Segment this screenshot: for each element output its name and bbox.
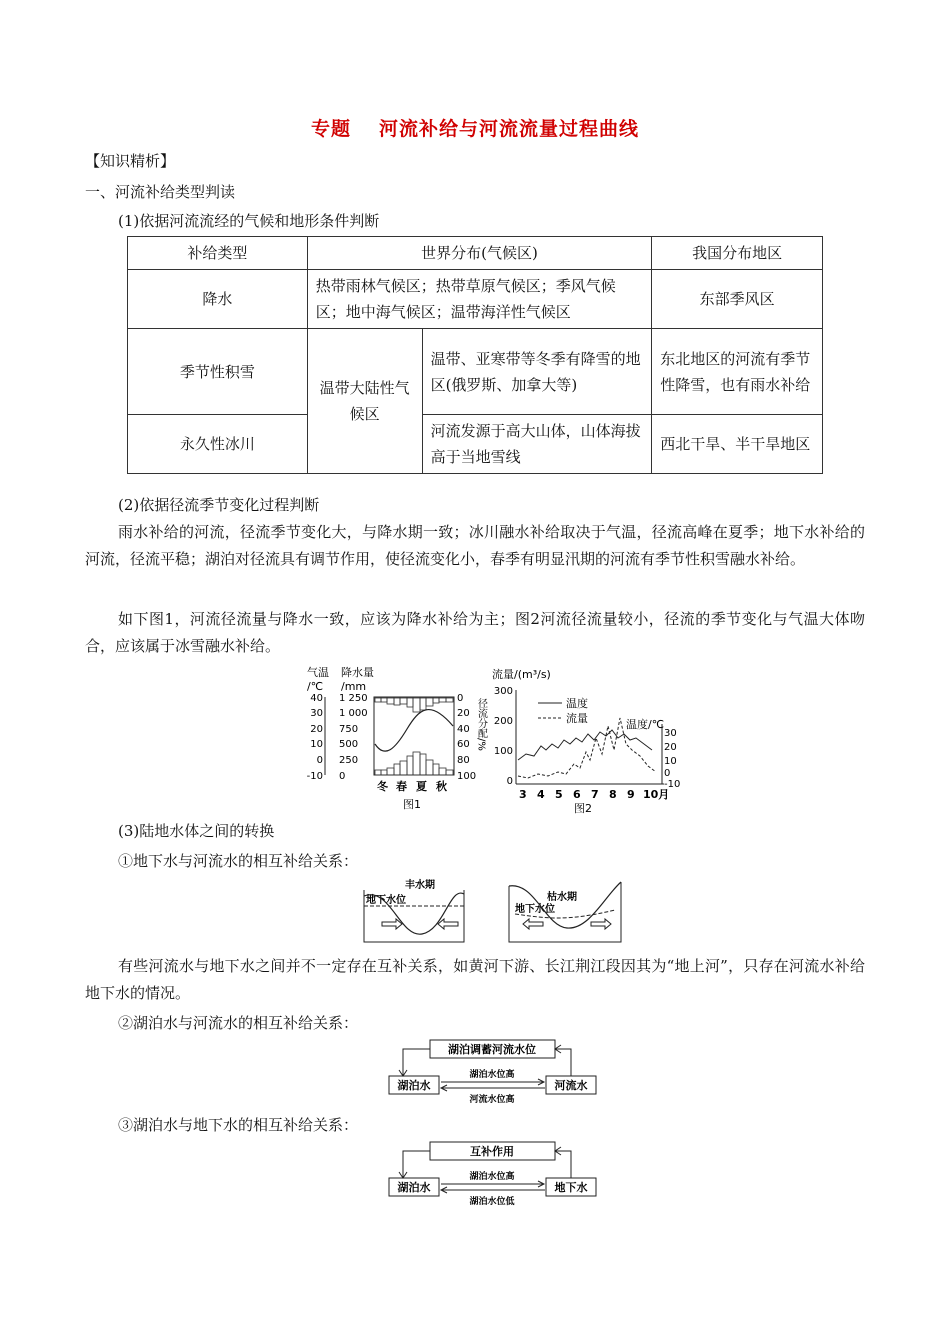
section-tag: 【知识精析】 (85, 152, 176, 170)
fig1-precip-tick: 750 (339, 724, 359, 735)
fig1-precip-tick: 250 (339, 755, 359, 766)
fig2-ylabel: 流量/(m³/s) (492, 668, 551, 681)
header-cell: 补给类型 (128, 237, 308, 270)
fig1-season: 秋 (436, 780, 447, 793)
flow2-top-text: 湖泊调蓄河流水位 (448, 1043, 536, 1056)
sub-heading-2: (2)依据径流季节变化过程判断 (118, 496, 320, 514)
fig1-temp-tick: 10 (310, 739, 323, 750)
row-world-cell: 热带雨林气候区；热带草原气候区；季风气候区；地中海气候区；温带海洋性气候区 (307, 270, 652, 329)
fig1-precip-tick: 1 250 (339, 693, 368, 704)
figure-1-climograph (295, 664, 485, 814)
fig2-legend-flow: 流量 (566, 712, 588, 725)
title-part2: 河流补给与河流流量过程曲线 (379, 118, 640, 140)
diagram-wet-season (360, 876, 470, 946)
fig2-legend-temp: 温度 (566, 697, 588, 710)
flow3-lower-label: 湖泊水位低 (469, 1197, 515, 1207)
diagram-dry-season (505, 876, 625, 946)
flow3-right-text: 地下水 (554, 1181, 588, 1194)
flow2-connector-left (403, 1049, 430, 1076)
fig2-month: 5 (555, 788, 563, 801)
row-type-cell: 季节性积雪 (128, 329, 308, 415)
fig2-temp-label: 温度/℃ (626, 718, 665, 731)
fig1-runoff-tick: 20 (457, 708, 470, 719)
fig1-precip-tick: 0 (339, 771, 346, 782)
fig1-precip-tick: 500 (339, 739, 359, 750)
sub-heading-1: (1)依据河流流经的气候和地形条件判断 (118, 212, 380, 230)
climate-cell: 温带大陆性气候区 (307, 329, 422, 474)
lake-river-flow-diagram (385, 1038, 600, 1108)
wet-groundwater-label: 地下水位 (366, 895, 406, 906)
fig1-runoff-label: 径流分配/% (475, 698, 487, 751)
flow3-top-text: 互补作用 (470, 1145, 514, 1158)
fig1-caption: 图1 (403, 798, 421, 811)
fig2-month: 4 (537, 788, 545, 801)
fig2-flow-tick: 0 (506, 776, 513, 787)
fig1-precip-unit: /mm (341, 680, 367, 693)
fig1-precip-label: 降水量 (341, 666, 374, 679)
title-part1: 专题 (310, 118, 351, 140)
fig2-month: 9 (627, 788, 635, 801)
fig1-plot-frame (374, 697, 454, 775)
fig1-temp-tick: 0 (316, 755, 323, 766)
row-china-cell: 西北干旱、半干旱地区 (652, 415, 823, 474)
flow2-connector-right (555, 1049, 571, 1076)
fig1-runoff-tick: 80 (457, 755, 470, 766)
fig1-precip-tick: 1 000 (339, 708, 368, 719)
fig1-temp-tick: -10 (306, 771, 323, 782)
fig1-temp-tick: 40 (310, 693, 323, 704)
fig2-month: 10月 (643, 788, 670, 801)
paragraph-3: 有些河流水与地下水之间并不一定存在互补关系，如黄河下游、长江荆江段因其为“地上河”，只存在河流水补给地下水的情况。 (85, 957, 865, 1002)
fig2-temp-tick: -10 (664, 779, 681, 790)
fig1-temp-curve (375, 710, 453, 752)
item-2: ②湖泊水与河流水的相互补给关系： (118, 1014, 359, 1032)
fig2-caption: 图2 (574, 802, 592, 815)
flow2-lower-label: 河流水位高 (469, 1095, 515, 1105)
fig1-temp-unit: /℃ (307, 680, 324, 693)
fig1-season: 春 (396, 780, 407, 793)
fig1-season: 夏 (416, 780, 427, 793)
fig2-flow-tick: 100 (493, 746, 513, 757)
fig2-temp-tick: 20 (664, 742, 677, 753)
flow3-left-text: 湖泊水 (397, 1181, 431, 1194)
header-cell: 世界分布(气候区) (307, 237, 652, 270)
item-1: ①地下水与河流水的相互补给关系： (118, 852, 359, 870)
flow2-right-text: 河流水 (554, 1079, 588, 1092)
fig1-runoff-tick: 40 (457, 724, 470, 735)
fig1-temp-tick: 30 (310, 708, 323, 719)
left-arrow-icon (438, 919, 458, 929)
row-world-cell: 温带、亚寒带等冬季有降雪的地区(俄罗斯、加拿大等) (422, 329, 652, 415)
fig2-month: 8 (609, 788, 617, 801)
row-type-cell: 永久性冰川 (128, 415, 308, 474)
supply-type-table (127, 236, 823, 474)
fig2-month: 6 (573, 788, 581, 801)
heading-1: 一、河流补给类型判读 (85, 183, 236, 201)
fig2-flow-tick: 200 (493, 716, 513, 727)
fig1-temp-tick: 20 (310, 724, 323, 735)
fig1-runoff-tick: 0 (457, 693, 464, 704)
fig1-runoff-bars (375, 698, 453, 712)
fig2-temp-tick: 10 (664, 756, 677, 767)
flow3-connector-right (555, 1151, 571, 1178)
page-title (0, 114, 950, 141)
fig2-temp-tick: 30 (664, 728, 677, 739)
item-3: ③湖泊水与地下水的相互补给关系： (118, 1116, 359, 1134)
right-arrow-icon (591, 919, 611, 929)
row-world-cell: 河流发源于高大山体，山体海拔高于当地雪线 (422, 415, 652, 474)
fig2-flow-tick: 300 (493, 686, 513, 697)
paragraph-2: 如下图1，河流径流量与降水一致，应该为降水补给为主；图2河流径流量较小，径流的季节变化与气温大体吻合，应该属于冰雪融水补给。 (85, 610, 865, 655)
fig2-month: 3 (519, 788, 527, 801)
row-china-cell: 东部季风区 (652, 270, 823, 329)
fig2-temp-series (518, 730, 652, 760)
row-china-cell: 东北地区的河流有季节性降雪，也有雨水补给 (652, 329, 823, 415)
figure-2-flow-chart (486, 664, 686, 814)
fig1-precip-bars (375, 752, 453, 775)
paragraph-1: 雨水补给的河流，径流季节变化大，与降水期一致；冰川融水补给取决于气温，径流高峰在夏季；地下水补给的河流，径流平稳；湖泊对径流具有调节作用，使径流变化小，春季有明显汛期的河流有季节性积雪融水补给。 (85, 523, 865, 568)
fig1-runoff-tick: 60 (457, 739, 470, 750)
left-arrow-icon (523, 919, 543, 929)
fig2-temp-tick: 0 (664, 768, 671, 779)
flow2-left-text: 湖泊水 (397, 1079, 431, 1092)
fig1-runoff-tick: 100 (457, 771, 477, 782)
right-arrow-icon (382, 919, 402, 929)
dry-groundwater-label: 地下水位 (515, 904, 555, 915)
row-type-cell: 降水 (128, 270, 308, 329)
flow3-connector-left (403, 1151, 430, 1178)
sub-heading-3: (3)陆地水体之间的转换 (118, 822, 275, 840)
flow2-upper-label: 湖泊水位高 (469, 1070, 515, 1080)
flow3-upper-label: 湖泊水位高 (469, 1172, 515, 1182)
fig1-season: 冬 (377, 780, 388, 793)
lake-groundwater-flow-diagram (385, 1140, 600, 1210)
wet-season-title: 丰水期 (405, 880, 435, 891)
header-cell: 我国分布地区 (652, 237, 823, 270)
dry-season-title: 枯水期 (547, 892, 577, 903)
fig1-temp-label: 气温 (307, 666, 329, 679)
fig2-month: 7 (591, 788, 599, 801)
